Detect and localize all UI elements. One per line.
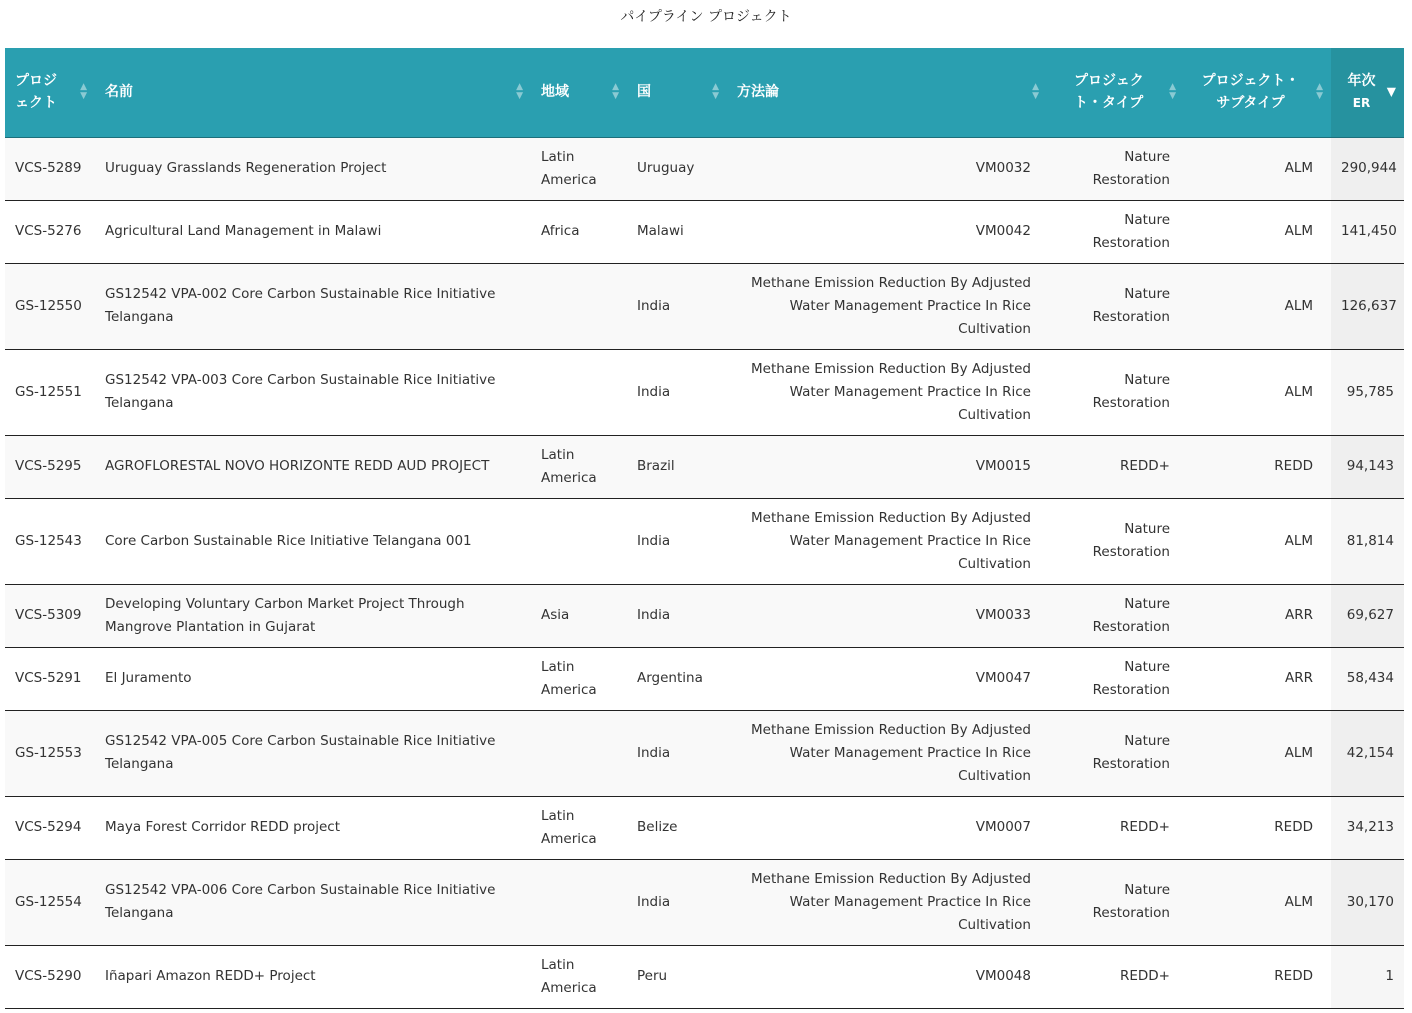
cell-project-id: VCS-5309 bbox=[5, 584, 95, 647]
cell-country: India bbox=[627, 584, 727, 647]
cell-project-id: VCS-5276 bbox=[5, 200, 95, 263]
cell-project-id: VCS-5295 bbox=[5, 435, 95, 498]
cell-methodology: Methane Emission Reduction By Adjusted Water Management Practice In Rice Cultivation bbox=[727, 349, 1047, 435]
cell-project-id: VCS-5290 bbox=[5, 945, 95, 1008]
cell-name: GS12542 VPA-003 Core Carbon Sustainable Rice Initiative Telangana bbox=[95, 349, 531, 435]
column-header-label-line2: ER bbox=[1352, 96, 1371, 111]
cell-methodology: VM0015 bbox=[727, 435, 1047, 498]
cell-region bbox=[531, 859, 627, 945]
cell-project-type: Nature Restoration bbox=[1047, 263, 1184, 349]
cell-region bbox=[531, 349, 627, 435]
cell-project-id: GS-12553 bbox=[5, 710, 95, 796]
cell-project-subtype: REDD bbox=[1184, 435, 1331, 498]
cell-country: Malawi bbox=[627, 200, 727, 263]
column-header-project-type[interactable] bbox=[1047, 48, 1184, 137]
cell-project-subtype: ALM bbox=[1184, 859, 1331, 945]
table-row[interactable] bbox=[5, 263, 1404, 349]
cell-name: Core Carbon Sustainable Rice Initiative Telangana 001 bbox=[95, 498, 531, 584]
cell-project-subtype: ALM bbox=[1184, 349, 1331, 435]
table-row[interactable] bbox=[5, 200, 1404, 263]
column-header-name[interactable] bbox=[95, 48, 531, 137]
cell-project-id: VCS-5289 bbox=[5, 137, 95, 200]
column-header-project-subtype[interactable] bbox=[1184, 48, 1331, 137]
cell-project-type: Nature Restoration bbox=[1047, 137, 1184, 200]
cell-annual-er: 94,143 bbox=[1331, 435, 1404, 498]
cell-annual-er: 34,213 bbox=[1331, 796, 1404, 859]
sort-icon[interactable]: ▲ ▼ bbox=[1032, 82, 1039, 102]
cell-project-subtype: ALM bbox=[1184, 710, 1331, 796]
column-header-label: プロジェクト bbox=[15, 73, 57, 112]
cell-annual-er: 30,170 bbox=[1331, 859, 1404, 945]
cell-project-subtype: ALM bbox=[1184, 263, 1331, 349]
cell-project-type: Nature Restoration bbox=[1047, 859, 1184, 945]
cell-region bbox=[531, 498, 627, 584]
cell-name: Developing Voluntary Carbon Market Project Through Mangrove Plantation in Gujarat bbox=[95, 584, 531, 647]
cell-annual-er: 58,434 bbox=[1331, 647, 1404, 710]
cell-name: GS12542 VPA-002 Core Carbon Sustainable Rice Initiative Telangana bbox=[95, 263, 531, 349]
cell-project-id: GS-12543 bbox=[5, 498, 95, 584]
cell-project-type: Nature Restoration bbox=[1047, 710, 1184, 796]
cell-methodology: VM0007 bbox=[727, 796, 1047, 859]
table-row[interactable] bbox=[5, 859, 1404, 945]
cell-methodology: Methane Emission Reduction By Adjusted Water Management Practice In Rice Cultivation bbox=[727, 498, 1047, 584]
sort-icon[interactable]: ▲ ▼ bbox=[1169, 82, 1176, 102]
cell-methodology: Methane Emission Reduction By Adjusted Water Management Practice In Rice Cultivation bbox=[727, 859, 1047, 945]
column-header-region[interactable] bbox=[531, 48, 627, 137]
cell-name: El Juramento bbox=[95, 647, 531, 710]
cell-project-subtype: ALM bbox=[1184, 137, 1331, 200]
sort-icon[interactable]: ▲ ▼ bbox=[80, 82, 87, 102]
cell-methodology: VM0033 bbox=[727, 584, 1047, 647]
cell-region bbox=[531, 710, 627, 796]
header-row bbox=[5, 48, 1404, 137]
cell-annual-er: 69,627 bbox=[1331, 584, 1404, 647]
cell-country: Belize bbox=[627, 796, 727, 859]
cell-project-type: Nature Restoration bbox=[1047, 349, 1184, 435]
cell-project-type: REDD+ bbox=[1047, 945, 1184, 1008]
cell-project-type: REDD+ bbox=[1047, 796, 1184, 859]
cell-project-subtype: ARR bbox=[1184, 647, 1331, 710]
column-header-project-id[interactable] bbox=[5, 48, 95, 137]
cell-name: Uruguay Grasslands Regeneration Project bbox=[95, 137, 531, 200]
column-header-label: プロジェクト・タイプ bbox=[1074, 73, 1144, 112]
cell-region: Latin America bbox=[531, 647, 627, 710]
cell-name: Iñapari Amazon REDD+ Project bbox=[95, 945, 531, 1008]
table-row[interactable] bbox=[5, 584, 1404, 647]
cell-project-id: GS-12550 bbox=[5, 263, 95, 349]
sort-icon[interactable]: ▲ ▼ bbox=[516, 82, 523, 102]
cell-methodology: VM0042 bbox=[727, 200, 1047, 263]
cell-project-id: VCS-5294 bbox=[5, 796, 95, 859]
column-header-label: 国 bbox=[637, 84, 651, 101]
table-row[interactable] bbox=[5, 647, 1404, 710]
cell-project-subtype: ARR bbox=[1184, 584, 1331, 647]
table-row[interactable] bbox=[5, 349, 1404, 435]
cell-project-subtype: ALM bbox=[1184, 200, 1331, 263]
cell-annual-er: 42,154 bbox=[1331, 710, 1404, 796]
cell-region: Latin America bbox=[531, 137, 627, 200]
cell-methodology: VM0048 bbox=[727, 945, 1047, 1008]
cell-annual-er: 1 bbox=[1331, 945, 1404, 1008]
pipeline-projects-table bbox=[5, 48, 1404, 1009]
cell-name: AGROFLORESTAL NOVO HORIZONTE REDD AUD PROJECT bbox=[95, 435, 531, 498]
table-row[interactable] bbox=[5, 945, 1404, 1008]
cell-name: Maya Forest Corridor REDD project bbox=[95, 796, 531, 859]
table-row[interactable] bbox=[5, 498, 1404, 584]
cell-country: India bbox=[627, 710, 727, 796]
cell-project-type: Nature Restoration bbox=[1047, 498, 1184, 584]
cell-region: Africa bbox=[531, 200, 627, 263]
cell-project-type: Nature Restoration bbox=[1047, 647, 1184, 710]
cell-project-subtype: REDD bbox=[1184, 796, 1331, 859]
cell-project-id: VCS-5291 bbox=[5, 647, 95, 710]
cell-country: Uruguay bbox=[627, 137, 727, 200]
table-row[interactable] bbox=[5, 137, 1404, 200]
cell-project-type: Nature Restoration bbox=[1047, 584, 1184, 647]
cell-country: India bbox=[627, 498, 727, 584]
table-row[interactable] bbox=[5, 435, 1404, 498]
cell-country: India bbox=[627, 349, 727, 435]
cell-project-subtype: ALM bbox=[1184, 498, 1331, 584]
cell-project-type: REDD+ bbox=[1047, 435, 1184, 498]
column-header-label: 名前 bbox=[105, 84, 133, 101]
cell-name: GS12542 VPA-005 Core Carbon Sustainable Rice Initiative Telangana bbox=[95, 710, 531, 796]
cell-methodology: VM0047 bbox=[727, 647, 1047, 710]
cell-project-id: GS-12551 bbox=[5, 349, 95, 435]
page-title: パイプライン プロジェクト bbox=[620, 9, 792, 25]
cell-annual-er: 81,814 bbox=[1331, 498, 1404, 584]
column-header-methodology[interactable] bbox=[727, 48, 1047, 137]
cell-name: Agricultural Land Management in Malawi bbox=[95, 200, 531, 263]
cell-project-subtype: REDD bbox=[1184, 945, 1331, 1008]
cell-country: India bbox=[627, 263, 727, 349]
sort-icon[interactable]: ▲ ▼ bbox=[612, 82, 619, 102]
table-row[interactable] bbox=[5, 710, 1404, 796]
cell-region: Latin America bbox=[531, 435, 627, 498]
column-header-country[interactable] bbox=[627, 48, 727, 137]
cell-region bbox=[531, 263, 627, 349]
column-header-annual-er[interactable] bbox=[1331, 48, 1404, 137]
cell-project-id: GS-12554 bbox=[5, 859, 95, 945]
cell-annual-er: 141,450 bbox=[1331, 200, 1404, 263]
column-header-label: 方法論 bbox=[737, 84, 779, 101]
cell-country: Peru bbox=[627, 945, 727, 1008]
cell-country: Argentina bbox=[627, 647, 727, 710]
cell-project-type: Nature Restoration bbox=[1047, 200, 1184, 263]
cell-methodology: VM0032 bbox=[727, 137, 1047, 200]
sort-icon[interactable]: ▲ ▼ bbox=[712, 82, 719, 102]
cell-methodology: Methane Emission Reduction By Adjusted Water Management Practice In Rice Cultivation bbox=[727, 263, 1047, 349]
column-header-label-line1: 年次 bbox=[1347, 73, 1376, 90]
sort-desc-icon[interactable]: ▼ bbox=[1386, 84, 1396, 99]
column-header-label: 地域 bbox=[541, 84, 569, 101]
cell-annual-er: 95,785 bbox=[1331, 349, 1404, 435]
column-header-label bbox=[1348, 70, 1376, 114]
sort-icon[interactable]: ▲ ▼ bbox=[1316, 82, 1323, 102]
cell-country: Brazil bbox=[627, 435, 727, 498]
cell-region: Latin America bbox=[531, 945, 627, 1008]
cell-country: India bbox=[627, 859, 727, 945]
cell-annual-er: 290,944 bbox=[1331, 137, 1404, 200]
cell-region: Asia bbox=[531, 584, 627, 647]
cell-annual-er: 126,637 bbox=[1331, 263, 1404, 349]
cell-region: Latin America bbox=[531, 796, 627, 859]
cell-name: GS12542 VPA-006 Core Carbon Sustainable Rice Initiative Telangana bbox=[95, 859, 531, 945]
column-header-label: プロジェクト・サブタイプ bbox=[1201, 73, 1300, 112]
cell-methodology: Methane Emission Reduction By Adjusted Water Management Practice In Rice Cultivation bbox=[727, 710, 1047, 796]
table-row[interactable] bbox=[5, 796, 1404, 859]
